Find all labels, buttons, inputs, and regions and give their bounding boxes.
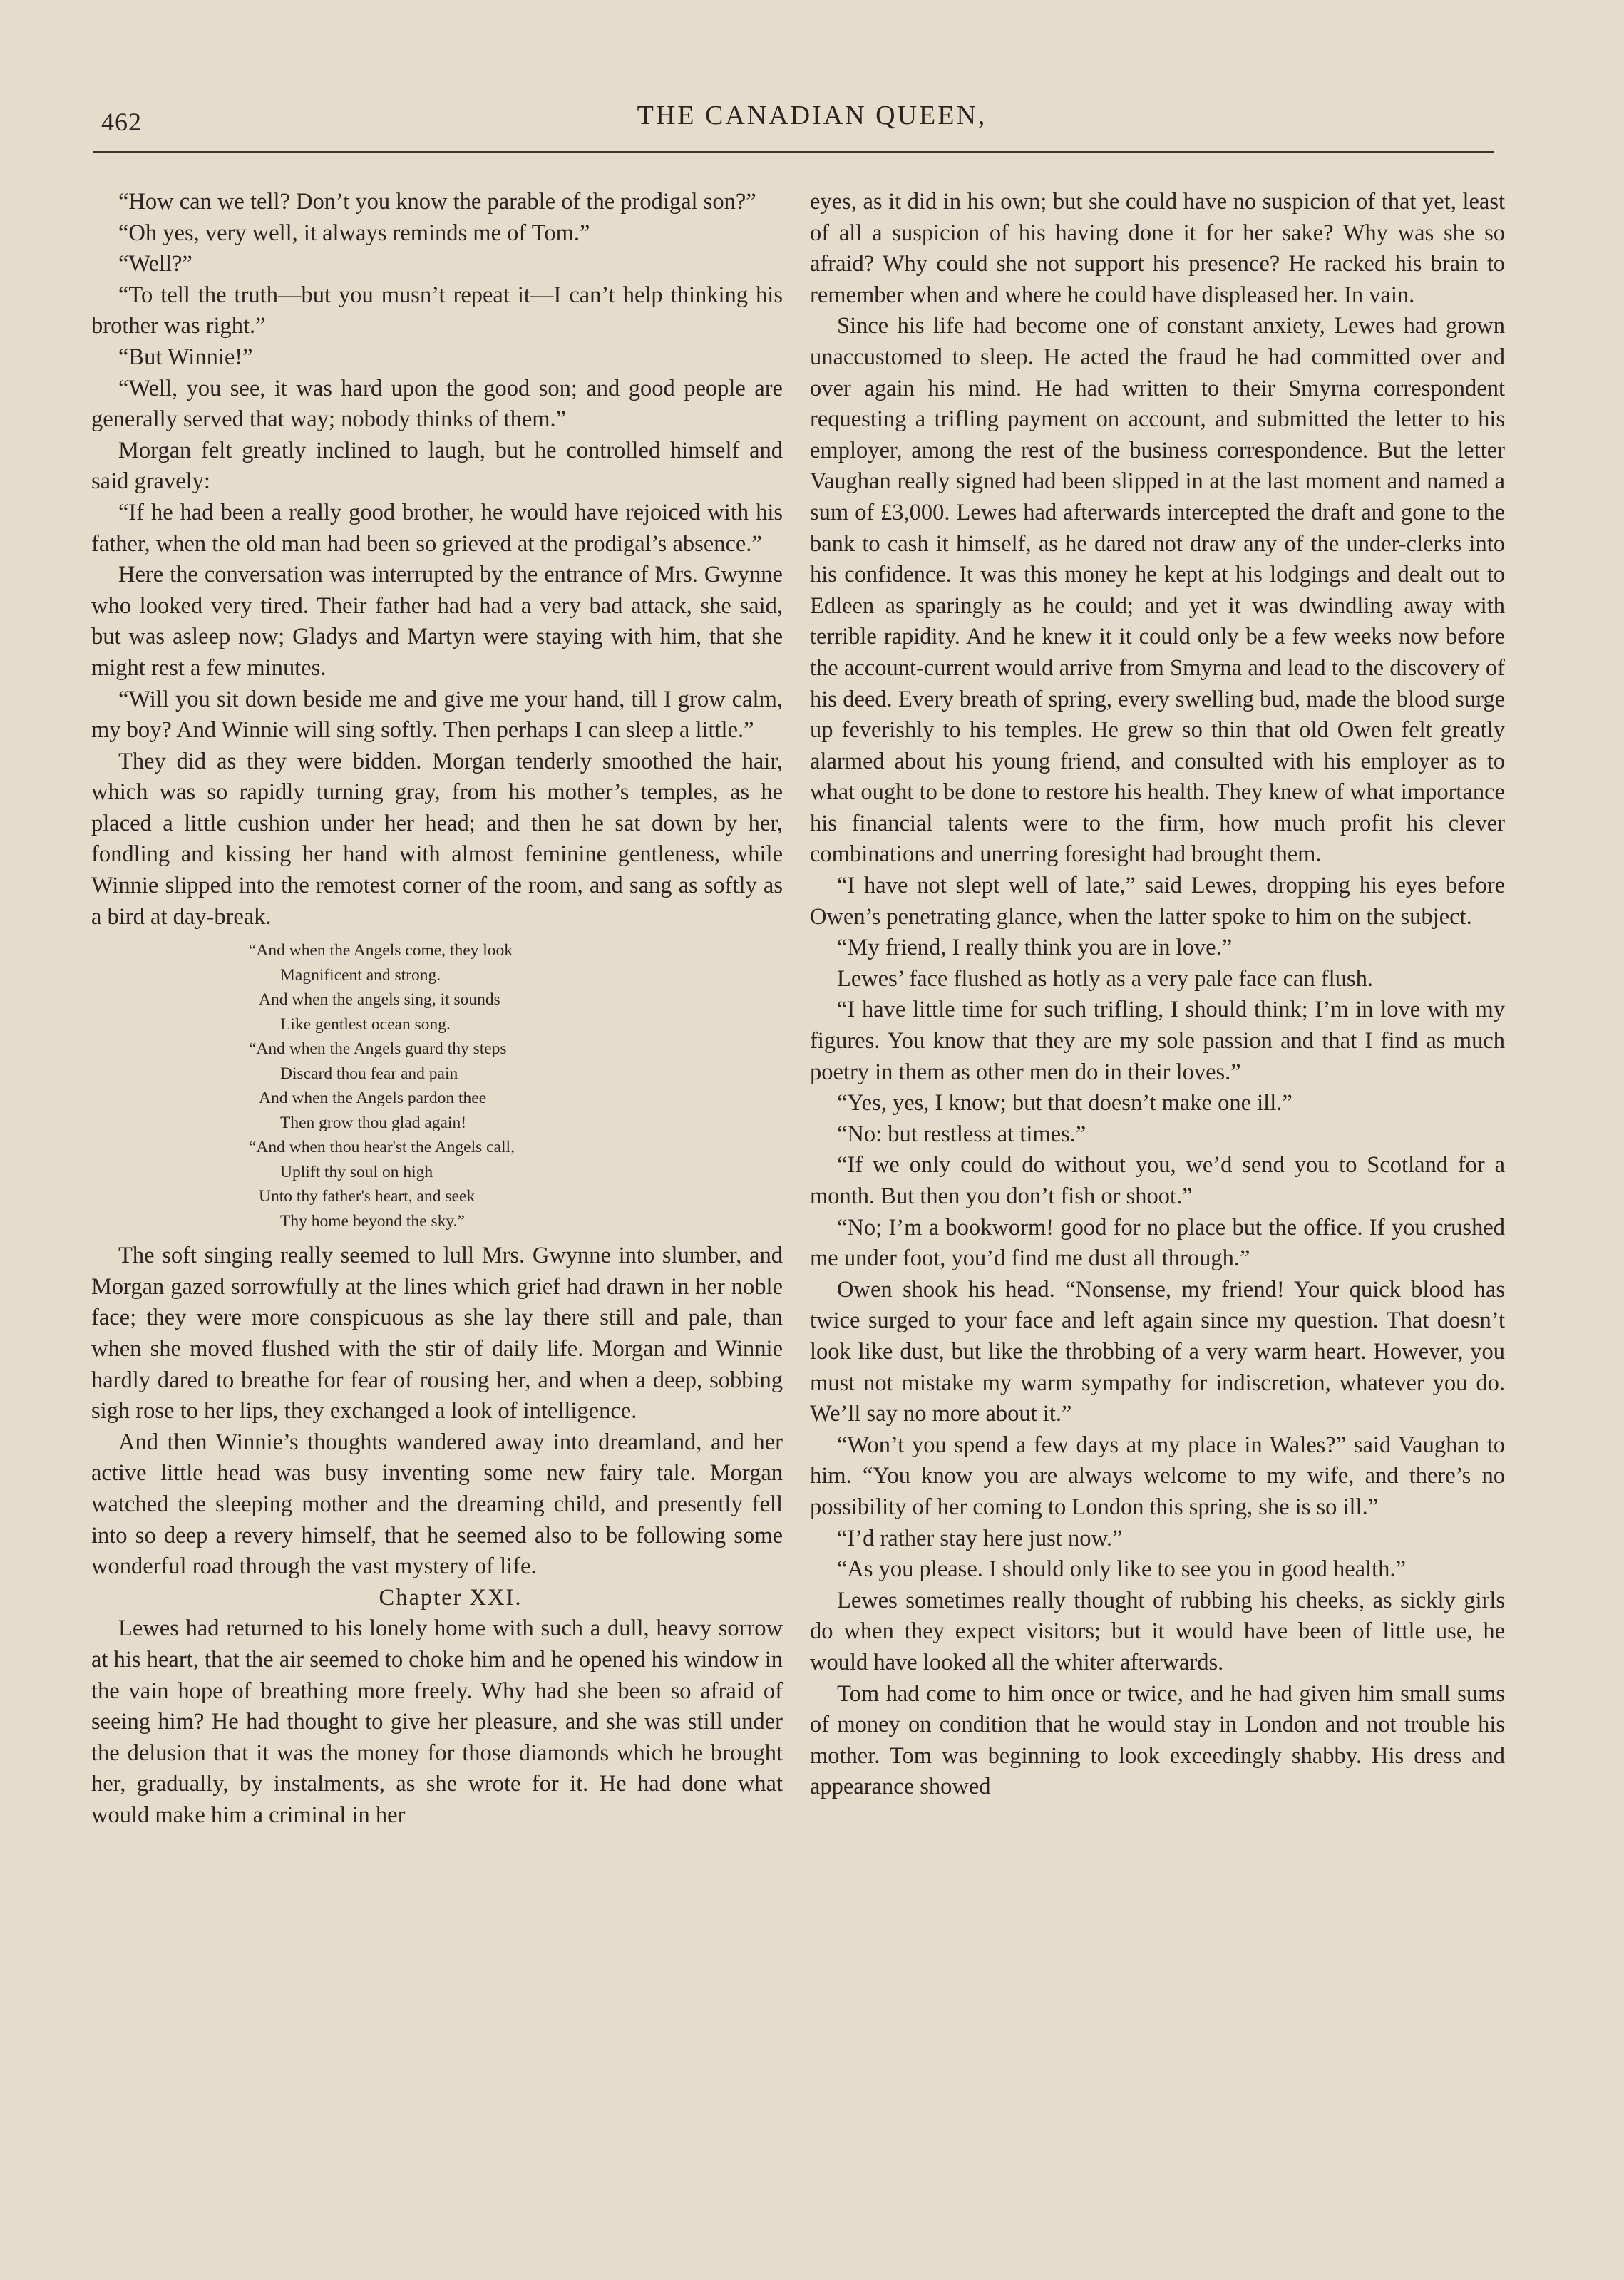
paragraph: “Oh yes, very well, it always reminds me of Tom.” bbox=[118, 220, 590, 246]
poem-line: Thy home beyond the sky.” bbox=[280, 1211, 465, 1231]
paragraph: Owen shook his head. “Nonsense, my friend! Your quick blood has twice surged to your face and left again since my question. That doesn’t look like dust, but like the throbbing of a very warm heart. However, you must not mistake my warm sympathy for indiscretion, whatever you do. We’ll say no more about it.” bbox=[810, 1276, 1505, 1427]
poem-line: “And when the Angels guard thy steps bbox=[249, 1039, 507, 1059]
running-title: THE CANADIAN QUEEN, bbox=[637, 101, 987, 130]
poem-line: “And when thou hear'st the Angels call, bbox=[249, 1138, 515, 1157]
paragraph: “Won’t you spend a few days at my place in Wales?” said Vaughan to him. “You know you are always welcome to my wife, and there’s no possibility of her coming to London this spring, she is so ill.” bbox=[810, 1432, 1505, 1520]
paragraph: “My friend, I really think you are in love.” bbox=[837, 935, 1233, 961]
paragraph: Since his life had become one of constant anxiety, Lewes had grown unaccustomed to sleep. He acted the fraud he had committed over and over again his mind. He had written to their Smyrna correspondent requesting a trifling payment on account, and submitted the letter to his employer, among the rest of the business correspondence. But the letter Vaughan really signed had been slipped in at the last moment and named a sum of £3,000. Lewes had afterwards intercepted the draft and gone to the bank to cash it himself, as he dared not draw any of the under-clerks into his confidence. It was this money he kept at his lodgings and dealt out to Edleen as sparingly as he could; and yet it was dwindling away with terrible rapidity. And he knew it it could only be a few weeks now before the account-current would arrive from Smyrna and lead to the discovery of his deed. Every breath of spring, every swelling bud, made the blood surge up feverishly to his temples. He grew so thin that old Owen felt greatly alarmed about his young friend, and consulted with his employer as to what ought to be done to restore his health. They knew of what importance his financial talents were to the firm, how much profit his clever combinations and unerring foresight had brought them. bbox=[810, 313, 1505, 868]
paragraph: The soft singing really seemed to lull Mrs. Gwynne into slumber, and Morgan gazed sorrowfully at the lines which grief had drawn in her noble face; they were more conspicuous as she lay there still and pale, than when she moved flushed with the stir of daily life. Morgan and Winnie hardly dared to breathe for fear of rousing her, and when a deep, sobbing sigh rose to her lips, they exchanged a look of intelligence. bbox=[91, 1243, 783, 1424]
paragraph: “No: but restless at times.” bbox=[837, 1121, 1086, 1147]
paragraph: “Yes, yes, I know; but that doesn’t make one ill.” bbox=[837, 1090, 1292, 1116]
paragraph: “How can we tell? Don’t you know the parable of the prodigal son?” bbox=[118, 189, 756, 215]
paragraph: “But Winnie!” bbox=[118, 344, 253, 370]
poem-line: And when the Angels pardon thee bbox=[259, 1089, 487, 1108]
paragraph: And then Winnie’s thoughts wandered away into dreamland, and her active little head was busy inventing some new fairy tale. Morgan watched the sleeping mother and the dreaming child, and presently fell into so deep a revery himself, that he seemed also to be following some wonderful road through the vast mystery of life. bbox=[91, 1429, 783, 1580]
paragraph: Here the conversation was interrupted by the entrance of Mrs. Gwynne who looked very tired. Their father had had a very bad attack, she said, but was asleep now; Gladys and Martyn were staying with him, that she might rest a few minutes. bbox=[91, 562, 783, 681]
paragraph: “As you please. I should only like to see you in good health.” bbox=[837, 1556, 1406, 1583]
paragraph: Lewes sometimes really thought of rubbing his cheeks, as sickly girls do when they expect visitors; but it would have been of little use, he would have looked all the whiter afterwards. bbox=[810, 1587, 1505, 1675]
chapter-heading: Chapter XXI. bbox=[379, 1584, 523, 1611]
poem-line: Like gentlest ocean song. bbox=[280, 1015, 451, 1034]
paragraph: Tom had come to him once or twice, and he had given him small sums of money on condition that he would stay in London and not trouble his mother. Tom was beginning to look exceedingly shabby. His dress and appearance showed bbox=[810, 1680, 1505, 1800]
poem-line: Then grow thou glad again! bbox=[280, 1113, 467, 1132]
left-column bbox=[91, 187, 783, 1832]
poem-line: Magnificent and strong. bbox=[280, 965, 441, 985]
paragraph: They did as they were bidden. Morgan tenderly smoothed the hair, which was so rapidly turning gray, from his mother’s temples, as he placed a little cushion under her head; and then he sat down by her, fondling and kissing her hand with almost feminine gentleness, while Winnie slipped into the remotest corner of the room, and sang as softly as a bird at day-break. bbox=[91, 748, 783, 930]
paragraph: “If he had been a really good brother, he would have rejoiced with his father, when the old man had been so grieved at the prodigal’s absence.” bbox=[91, 499, 783, 557]
poem-line: Discard thou fear and pain bbox=[280, 1064, 458, 1083]
poem-line: Uplift thy soul on high bbox=[280, 1162, 433, 1181]
paragraph: Lewes had returned to his lonely home with such a dull, heavy sorrow at his heart, that the air seemed to choke him and he opened his window in the vain hope of breathing more freely. Why had she been so afraid of seeing him? He had thought to give her pleasure, and she was still under the delusion that it was the money for those diamonds which he brought her, gradually, by instalments, as she wrote for it. He had done what would make him a criminal in her bbox=[91, 1616, 783, 1828]
paragraph: “If we only could do without you, we’d send you to Scotland for a month. But then you don’t fish or shoot.” bbox=[810, 1152, 1505, 1209]
paragraph: “To tell the truth—but you musn’t repeat it—I can’t help thinking his brother was right.” bbox=[91, 282, 783, 339]
paragraph: Morgan felt greatly inclined to laugh, but he controlled himself and said gravely: bbox=[91, 437, 783, 495]
paragraph: “I’d rather stay here just now.” bbox=[837, 1525, 1123, 1551]
paragraph: “Well?” bbox=[118, 251, 192, 277]
poem-line: Unto thy father's heart, and seek bbox=[259, 1187, 476, 1206]
right-column bbox=[810, 187, 1505, 1803]
poem-line: “And when the Angels come, they look bbox=[249, 941, 513, 960]
paragraph: eyes, as it did in his own; but she could have no suspicion of that yet, least of all a suspicion of his having done it for her sake? Why was she so afraid? Why could she not support his presence? He racked his brain to remember when and where he could have displeased her. In vain. bbox=[810, 189, 1505, 308]
paragraph: Lewes’ face flushed as hotly as a very pale face can flush. bbox=[837, 965, 1373, 992]
song-verse bbox=[249, 938, 783, 1233]
paragraph: “Well, you see, it was hard upon the good son; and good people are generally served that way; nobody thinks of them.” bbox=[91, 375, 783, 433]
paragraph: “I have little time for such trifling, I should think; I’m in love with my figures. You know that they are my sole passion and that I find as much poetry in them as other men do in their loves.” bbox=[810, 997, 1505, 1085]
paragraph: “No; I’m a bookworm! good for no place but the office. If you crushed me under foot, you’d find me dust all through.” bbox=[810, 1214, 1505, 1272]
page-number: 462 bbox=[101, 108, 142, 136]
header-rule bbox=[93, 151, 1494, 153]
paragraph: “Will you sit down beside me and give me your hand, till I grow calm, my boy? And Winnie will sing softly. Then perhaps I can sleep a little.” bbox=[91, 686, 783, 744]
paragraph: “I have not slept well of late,” said Lewes, dropping his eyes before Owen’s penetrating glance, when the latter spoke to him on the subject. bbox=[810, 873, 1505, 930]
poem-line: And when the angels sing, it sounds bbox=[259, 990, 500, 1010]
